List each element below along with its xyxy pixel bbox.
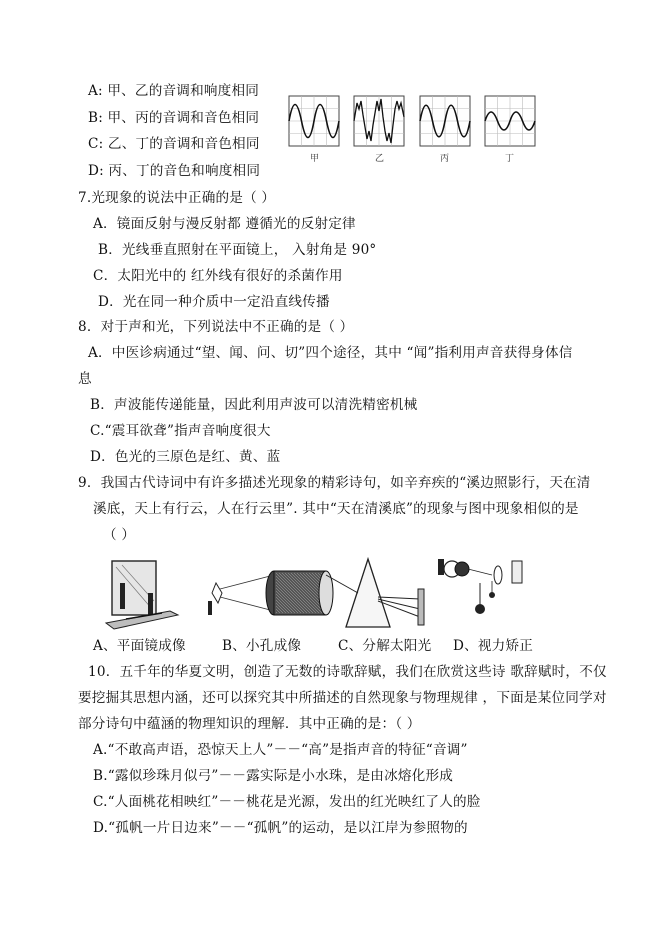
q6-option-c: C: 乙、丁的音调和音色相同: [88, 136, 260, 152]
q9-stem-line2: 溪底，天上有行云，人在行云里”. 其中“天在清溪底”的现象与图中现象相似的是: [93, 501, 579, 517]
waveform-label-yi: 乙: [375, 154, 385, 164]
q10-stem-line1: 10．五千年的华夏文明，创造了无数的诗歌辞赋，我们在欣赏这些诗 歌辞赋时，不仅: [88, 664, 607, 680]
eye-lens-diagram: [438, 559, 522, 614]
q8-option-a-cont: 息: [78, 371, 92, 387]
waveform-label-jia: 甲: [310, 154, 320, 164]
waveform-figure: [288, 95, 536, 165]
q10-option-a: A.“不敢高声语，恐惊天上人”－－“高”是指声音的特征“音调”: [93, 742, 468, 758]
q8-option-d: D．色光的三原色是红、黄、蓝: [90, 449, 281, 465]
prism-dispersion-diagram: [326, 559, 424, 627]
pinhole-camera-diagram: [208, 571, 333, 615]
q10-stem-line2: 要挖掘其思想内涵，还可以探究其中所描述的自然现象与物理规律 ，下面是某位同学对: [78, 690, 607, 706]
q6-option-b: B: 甲、丙的音调和音色相同: [88, 110, 260, 126]
q10-option-c: C.“人面桃花相映红”－－桃花是光源，发出的红光映红了人的脸: [93, 794, 481, 810]
waveform-ding: [484, 95, 536, 147]
plane-mirror-diagram: [106, 561, 178, 629]
q7-stem: 7.光现象的说法中正确的是（ ）: [78, 190, 276, 206]
q9-option-d: D、视力矫正: [453, 638, 534, 654]
q9-option-a: A、平面镜成像: [93, 638, 186, 654]
waveform-label-ding: 丁: [505, 154, 515, 164]
q7-option-c: C．太阳光中的 红外线有很好的杀菌作用: [93, 268, 343, 284]
waveform-label-bing: 丙: [440, 154, 450, 164]
q7-option-b: B．光线垂直照射在平面镜上， 入射角是 90°: [98, 242, 377, 258]
q6-option-d: D: 丙、丁的音色和响度相同: [88, 163, 261, 179]
q10-stem-line3: 部分诗句中蕴涵的物理知识的理解．其中正确的是：（ ）: [78, 716, 421, 732]
q10-option-d: D.“孤帆一片日边来”－－“孤帆”的运动，是以江岸为参照物的: [93, 820, 468, 836]
q9-stem-line1: 9．我国古代诗词中有许多描述光现象的精彩诗句，如辛弃疾的“溪边照影行，天在清: [78, 475, 591, 491]
q9-option-b: B、小孔成像: [222, 638, 302, 654]
waveform-bing: [419, 95, 471, 147]
q8-option-a: A．中医诊病通过“望、闻、问、切”四个途径，其中 “闻”指利用声音获得身体信: [88, 345, 573, 361]
q7-option-a: A．镜面反射与漫反射都 遵循光的反射定律: [93, 216, 356, 232]
q8-option-c: C.“震耳欲聋”指声音响度很大: [90, 423, 271, 439]
waveform-jia: [288, 95, 340, 147]
q8-option-b: B．声波能传递能量，因此利用声波可以清洗精密机械: [90, 397, 418, 413]
q6-option-a: A: 甲、乙的音调和响度相同: [88, 83, 260, 99]
waveform-yi: [353, 95, 405, 147]
q7-option-d: D．光在同一种介质中一定沿直线传播: [98, 294, 330, 310]
q9-figure-row: [100, 553, 530, 633]
q10-option-b: B.“露似珍珠月似弓”－－露实际是小水珠，是由冰熔化形成: [93, 768, 454, 784]
q8-stem: 8．对于声和光，下列说法中不正确的是（ ）: [78, 319, 354, 335]
q9-stem-line3: （ ）: [103, 527, 136, 543]
q9-option-c: C、分解太阳光: [338, 638, 432, 654]
